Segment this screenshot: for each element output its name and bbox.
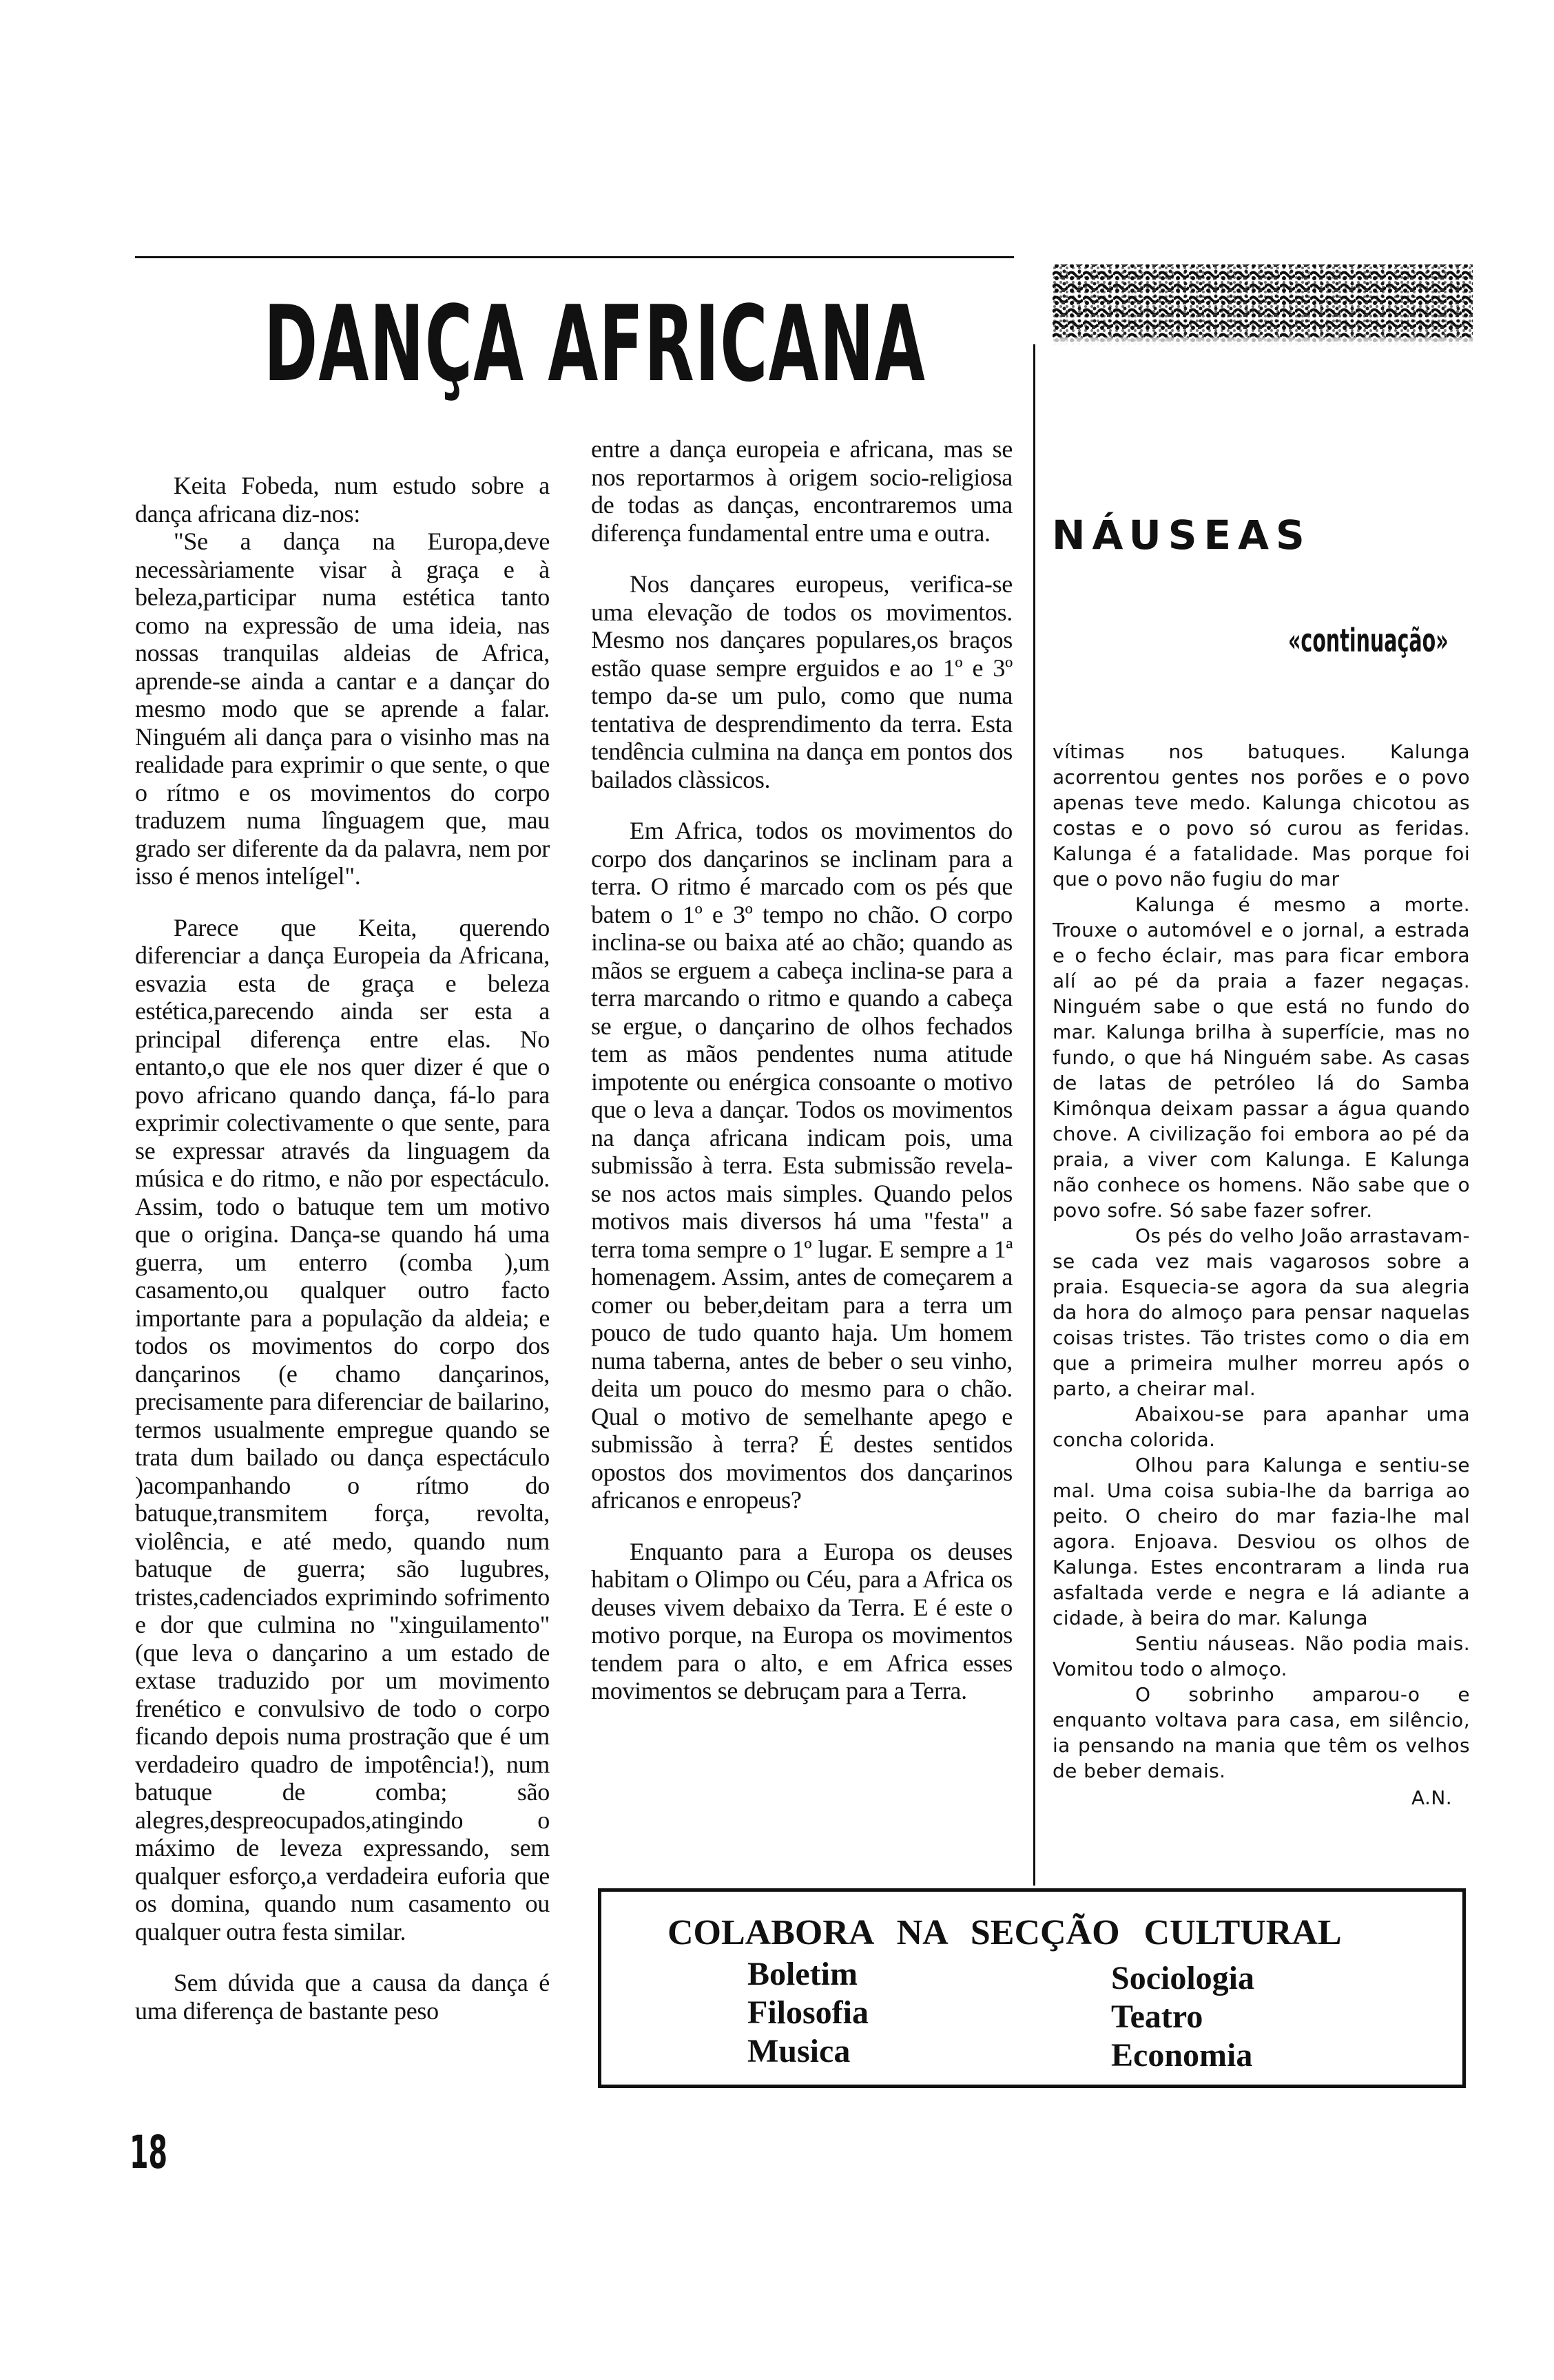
sidebar-paragraph-4: Abaixou-se para apanhar uma concha colorida. [1053, 1403, 1470, 1451]
sidebar-paragraph-7: O sobrinho amparou-o e enquanto voltava para casa, em silêncio, ia pensando na mania que têm os velhos de beber demais. [1053, 1683, 1470, 1782]
box-item-sociologia: Sociologia [1111, 1960, 1255, 1996]
sidebar-paragraph-2: Kalunga é mesmo a morte. Trouxe o automóvel e o jornal, a estrada e o fecho éclair, mas para ficar embora alí ao pé da praia a fazer negaças. Ninguém sabe o que está no fundo do mar. Kalunga brilha à superfície, mas no fundo, o que há Ninguém sabe. As casas de latas de petróleo lá do Samba Kimônqua deixam passar a água quando chove. A civilização foi embora ao pé da praia, a viver com Kalunga. E Kalunga não conhece os homens. Não sabe que o povo sofre. Só sabe fazer sofrer. [1053, 893, 1470, 1222]
box-item-teatro: Teatro [1111, 1998, 1203, 2035]
box-items-right [1111, 1959, 1387, 2075]
middle-paragraph-2: Nos dançares europeus, verifica-se uma elevação de todos os movimentos. Mesmo nos dançares populares,os braços estão quase sempre erguidos e ao 1º e 3º tempo da-se um pulo, como que numa tentativa de desprendimento da terra. Esta tendência culmina na dança em pontos dos bailados clàssicos. [591, 570, 1013, 793]
sidebar-signature: A.N. [1411, 1786, 1452, 1809]
cultural-section-box [598, 1888, 1466, 2088]
article-title [264, 275, 926, 455]
sidebar-paragraph-6: Sentiu náuseas. Não podia mais. Vomitou todo o almoço. [1053, 1632, 1470, 1680]
middle-paragraph-4: Enquanto para a Europa os deuses habitam o Olimpo ou Céu, para a Africa os deuses vivem debaixo da Terra. E é este o motivo porque, na Europa os movimentos tendem para o alto, e em Africa esses movimentos se debruçam para a Terra. [591, 1537, 1013, 1704]
box-item-musica: Musica [747, 2033, 851, 2069]
box-item-economia: Economia [1111, 2037, 1253, 2074]
page-number: 18 [130, 2126, 168, 2179]
middle-column [591, 435, 1013, 1888]
sidebar-body [1053, 739, 1470, 1868]
box-heading: COLABORA NA SECÇÃO CULTURAL [667, 1913, 1342, 1952]
sidebar-paragraph-5: Olhou para Kalunga e sentiu-se mal. Uma coisa subia-lhe da barriga ao peito. O cheiro do mar fazia-lhe mal agora. Enjoava. Desviou os olhos de Kalunga. Estes encontraram a linda rua asfaltada verde e negra e lá adiante a cidade, à beira do mar. Kalunga [1053, 1454, 1470, 1629]
column-divider [1033, 344, 1035, 1886]
middle-paragraph-1: entre a dança europeia e africana, mas se nos reportarmos à origem socio-religiosa de todas as danças, encontraremos uma diferença fundamental entre uma e outra. [591, 435, 1013, 547]
left-paragraph-3: Parece que Keita, querendo diferenciar a dança Europeia da Africana, esvazia esta de graça e beleza estética,parecendo ainda ser esta a principal diferença entre elas. No entanto,o que ele nos quer dizer é que o povo africano quando dança, fá-lo para exprimir colectivamente o que sente, para se expressar através da linguagem da música e do ritmo, e não por espectáculo. Assim, todo o batuque tem um motivo que o origina. Dança-se quando há uma guerra, um enterro (comba ),um casamento,ou qualquer outro facto importante para a população da aldeia; e todos os movimentos do corpo dos dançarinos (e chamo dançarinos, precisamente para diferenciar de bailarino, termos usualmente empregue quando se trata dum bailado ou dança espectáculo )acompanhando o rítmo do batuque,transmitem força, revolta, violência, e até medo, quando num batuque de guerra; são lugubres, tristes,cadenciados exprimindo sofrimento e dor que culmina no "xinguilamento" (que leva o dançarino a um estado de extase traduzido por um movimento frenético e convulsivo de todo o corpo ficando depois numa prostração que é um verdadeiro quadro de impotência!), num batuque de comba; são alegres,despreocupados,atingindo o máximo de leveza expressando, sem qualquer esforço,a verdadeira euforia que os domina, quando num casamento ou qualquer outra festa similar. [135, 913, 550, 1945]
article-title-text: DANÇA AFRICANA [264, 283, 926, 405]
sidebar-subtitle: «continuação» [1288, 622, 1449, 659]
left-paragraph-4: Sem dúvida que a causa da dança é uma diferença de bastante peso [135, 1969, 550, 2025]
top-rule [135, 256, 1014, 258]
left-paragraph-2: "Se a dança na Europa,deve necessàriamente visar à graça e à beleza,participar numa estética tanto como na expressão de uma ideia, nas nossas tranquilas aldeias de Africa, aprende-se ainda a cantar e a dançar do mesmo modo que se aprende a falar. Ninguém ali dança para o visinho mas na realidade para exprimir o que sente, o que o rítmo e os movimentos do corpo traduzem numa lînguagem que, mau grado ser diferente da da palavra, nem por isso é menos intelígel". [135, 528, 550, 890]
page-number-wrap [130, 2125, 212, 2187]
sidebar-paragraph-3: Os pés do velho João arrastavam-se cada vez mais vagarosos sobre a praia. Esquecia-se agora da sua alegria da hora do almoço para pensar naquelas coisas tristes. Tão tristes como o dia em que a primeira mulher morreu após o parto, a cheirar mal. [1053, 1224, 1470, 1400]
sidebar-subtitle-wrap [1288, 620, 1467, 668]
middle-paragraph-3: Em Africa, todos os movimentos do corpo dos dançarinos se inclinam para a terra. O ritmo é marcado com os pés que batem o 1º e 3º tempo no chão. O corpo inclina-se ou baixa até ao chão; quando as mãos se erguem a cabeça inclina-se para a terra marcando o ritmo e quando a cabeça se ergue, o dançarino de olhos fechados tem as mãos pendentes numa atitude impotente ou enérgica consoante o motivo que o leva a dançar. Todos os movimentos na dança africana indicam pois, uma submissão à terra. Esta submissão revela-se nos actos mais simples. Quando pelos motivos mais diversos há uma "festa" a terra toma sempre o 1º lugar. E sempre a 1ª homenagem. Assim, antes de começarem a comer ou beber,deitam para a terra um pouco de tudo quanto haja. Um homem numa taberna, antes de beber o seu vinho, deita um pouco do mesmo para o chão. Qual o motivo de semelhante apego e submissão à terra? É destes sentidos opostos dos movimentos dos dançarinos africanos e enropeus? [591, 817, 1013, 1514]
box-item-filosofia: Filosofia [747, 1994, 869, 2031]
banner-texture-icon [1053, 256, 1473, 344]
left-column [135, 472, 550, 2104]
sidebar-paragraph-1: vítimas nos batuques. Kalunga acorrentou gentes nos porões e o povo apenas teve medo. Kalunga chicotou as costas e o povo só curou as feridas. Kalunga é a fatalidade. Mas porque foi que o povo não fugiu do mar [1053, 740, 1470, 890]
box-item-boletim: Boletim [747, 1956, 858, 1992]
left-paragraph-1: Keita Fobeda, num estudo sobre a dança africana diz-nos: [135, 472, 550, 528]
decorative-banner [1053, 256, 1473, 344]
box-items-left [747, 1955, 995, 2071]
sidebar-title: NÁUSEAS [1052, 512, 1312, 559]
